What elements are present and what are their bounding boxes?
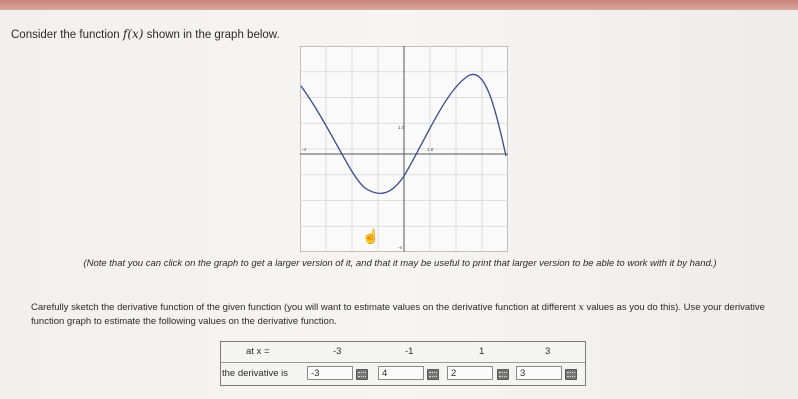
keyboard-icon[interactable] [497,369,509,380]
derivative-row [221,363,585,385]
instructions-text-before: Carefully sketch the derivative function of the given function (you will want to estimate values on the derivative function at different [31,302,576,313]
instructions-variable: x [578,302,584,313]
instructions-text-after: values as you do this). Use your derivative function graph to estimate the following values on the derivative function. [31,302,765,327]
function-graph[interactable] [300,46,508,252]
derivative-label: the derivative is [222,368,289,379]
keyboard-icon[interactable] [427,369,439,380]
instructions [31,301,771,329]
x-value-3: 1 [479,346,485,357]
y-tick-label: 1.0 [398,125,405,130]
answer-input-3[interactable] [447,366,493,380]
x-min-label: -4 [302,147,307,152]
keyboard-icon[interactable] [356,369,368,380]
x-value-2: -1 [405,346,414,357]
hand-cursor-icon: ☝ [362,228,380,244]
x-value-4: 3 [545,346,551,357]
intro-text-after: shown in the graph below. [146,29,280,41]
top-banner [0,0,798,10]
question-intro [11,27,280,41]
graph-note: (Note that you can click on the graph to get a larger version of it, and that it may be useful to print that larger version to be able to work with it by hand.) [83,258,717,269]
at-x-label: at x = [246,346,270,357]
x-tick-label: 1.0 [427,147,434,152]
keyboard-icon[interactable] [565,369,577,380]
answer-input-2[interactable] [378,366,424,380]
answer-input-1[interactable] [307,366,353,380]
answer-table [220,341,586,386]
y-min-label: -4 [398,245,403,250]
function-name: f(x) [122,27,144,41]
answer-input-4[interactable] [516,366,562,380]
x-value-1: -3 [333,346,342,357]
x-values-row [221,342,585,363]
intro-text-before: Consider the function [11,29,120,41]
